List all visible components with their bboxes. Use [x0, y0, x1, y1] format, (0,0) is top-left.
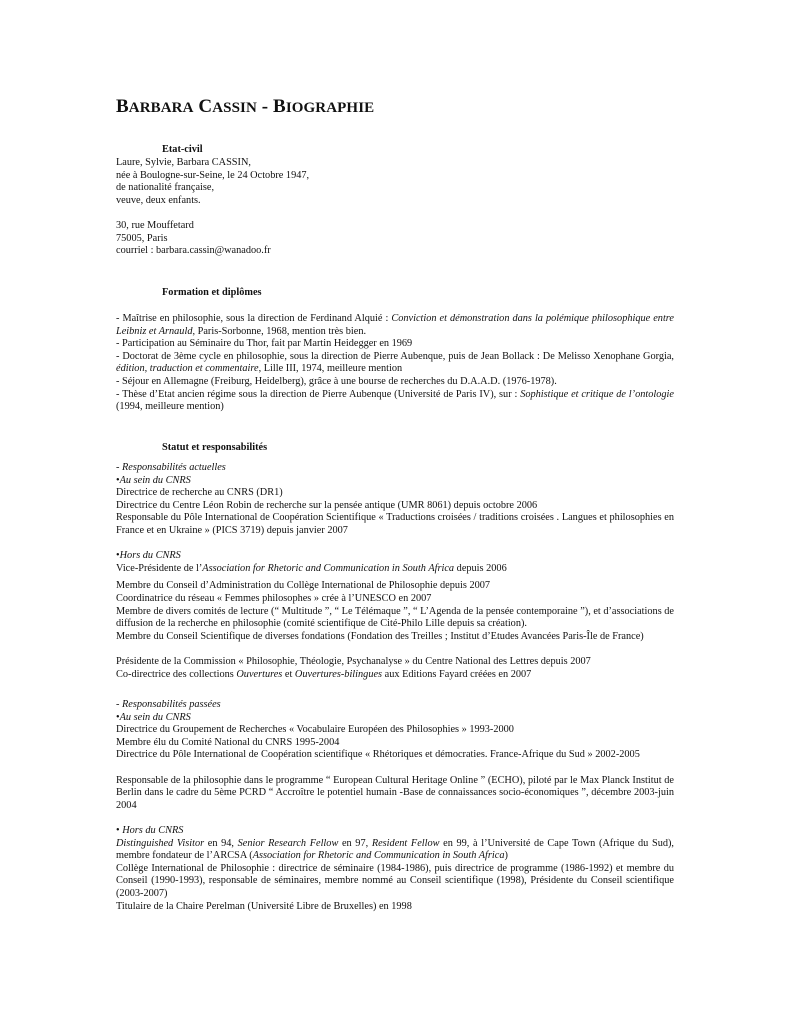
italic-run: Resident Fellow	[371, 837, 440, 849]
text-run: Co-directrice des collections	[116, 668, 237, 680]
title-run: ASSIN	[212, 100, 257, 116]
text-run: •	[116, 824, 123, 836]
text-run: Membre de divers comités de lecture (“ Multitude ”, “ Le Télémaque ”, “ L’Agenda de la pensée contemporaine ”), et d’associations de diffusion de la recherche en philosophie (comité scientifique de Cité-Philo Lille depuis sa création).	[116, 605, 674, 630]
text-run: Responsable du Pôle International de Coopération Scientifique « Traductions croisées / traditions croisées . Langues et philosophies en France et en Ukraine » (PICS 3719) depuis janvier 2007	[116, 512, 674, 536]
page-title	[116, 96, 374, 118]
text-run: , Lille III, 1974, meilleure mention	[258, 363, 403, 375]
statut-line	[116, 737, 674, 750]
section-heading-formation: Formation et diplômes	[162, 287, 262, 298]
title-run: ARBARA	[128, 100, 194, 116]
formation-item	[116, 376, 674, 389]
email-line: courriel : barbara.cassin@wanadoo.fr	[116, 245, 271, 257]
text-run: en 94,	[204, 837, 238, 849]
text-run: (1994, meilleure mention)	[116, 401, 224, 413]
formation-item	[116, 351, 674, 376]
text-run: aux Editions Fayard créées en 2007	[382, 668, 532, 680]
text-run: - Séjour en Allemagne (Freiburg, Heidelberg), grâce à une bourse de recherches du D.A.A.D. (1976-1978).	[116, 375, 557, 387]
text-run: Membre élu du Comité National du CNRS 1995-2004	[116, 736, 340, 748]
statut-line	[116, 863, 674, 901]
civil-line: Laure, Sylvie, Barbara CASSIN,	[116, 157, 251, 168]
text-run: Vice-Présidente de l’	[116, 562, 203, 574]
text-run: - Doctorat de 3ème cycle en philosophie, sous la direction de Pierre Aubenque, puis de Jean Bollack : De Melisso Xenophane Gorgia,	[116, 350, 674, 362]
statut-line	[116, 712, 674, 725]
statut-line	[116, 475, 674, 488]
statut-actuelles-block	[116, 462, 674, 681]
statut-line	[116, 838, 674, 863]
text-run: Coordinatrice du réseau « Femmes philosophes » crée à l’UNESCO en 2007	[116, 592, 432, 604]
italic-run: Hors du CNRS	[122, 824, 184, 836]
text-run: , Paris-Sorbonne, 1968, mention très bien.	[192, 325, 367, 337]
italic-run: Au sein du CNRS	[119, 474, 191, 486]
address-line: 75005, Paris	[116, 232, 168, 244]
statut-line	[116, 563, 674, 576]
statut-line	[116, 825, 674, 838]
text-run: Titulaire de la Chaire Perelman (Université Libre de Bruxelles) en 1998	[116, 900, 412, 912]
text-run: Directrice du Centre Léon Robin de recherche sur la pensée antique (UMR 8061) depuis octobre 2006	[116, 499, 538, 511]
italic-run: - Responsabilités passées	[116, 699, 221, 710]
text-run: Collège International de Philosophie : directrice de séminaire (1984-1986), puis directrice de programme (1986-1992) et membre du Conseil (1990-1993), responsable de séminaires, membre nommé au Conseil scientifique (1998), Présidente du Conseil scientifique (2003-2007)	[116, 862, 674, 899]
statut-line	[116, 500, 674, 513]
civil-line: née à Boulogne-sur-Seine, le 24 Octobre 1947,	[116, 169, 310, 181]
italic-run: Au sein du CNRS	[119, 711, 191, 723]
civil-line: de nationalité française,	[116, 182, 215, 194]
text-run: Directrice du Pôle International de Coopération scientifique « Rhétoriques et démocraties. France-Afrique du Sud » 2002-2005	[116, 749, 640, 761]
text-run: Responsable de la philosophie dans le programme “ European Cultural Heritage Online ” (ECHO), piloté par le Max Planck Institut de Berlin dans le cadre du 5ème PCRD “ Accroître le potentiel humain -Base de connaissances socio-économiques ”, décembre 2003-juin 2004	[116, 774, 674, 811]
text-run: Directrice de recherche au CNRS (DR1)	[116, 487, 283, 499]
text-run: Directrice du Groupement de Recherches « Vocabulaire Européen des Philosophies » 1993-2000	[116, 724, 514, 736]
title-run: B	[116, 96, 129, 117]
italic-run: Ouvertures-bilingues	[294, 668, 383, 680]
statut-line	[116, 550, 674, 563]
text-run: •	[116, 474, 120, 486]
statut-line	[116, 593, 674, 606]
text-run: Présidente de la Commission « Philosophie, Théologie, Psychanalyse » du Centre National des Lettres depuis 2007	[116, 655, 591, 667]
text-run: - Participation au Séminaire du Thor, fait par Martin Heidegger en 1969	[116, 338, 413, 350]
section-heading-statut: Statut et responsabilités	[162, 442, 268, 453]
statut-line	[116, 512, 674, 537]
italic-run: Sophistique et critique de l’ontologie	[520, 388, 674, 400]
statut-line	[116, 669, 674, 682]
formation-item	[116, 338, 674, 351]
title-run: - B	[256, 96, 286, 117]
text-run: - Maîtrise en philosophie, sous la direction de Ferdinand Alquié :	[116, 313, 392, 324]
italic-run: Hors du CNRS	[119, 550, 181, 562]
statut-line	[116, 606, 674, 631]
text-run: Membre du Conseil Scientifique de diverses fondations (Fondation des Treilles ; Institut d’Etudes Avancées Paris-Île de France)	[116, 630, 644, 642]
italic-run: Conviction et démonstration dans la polémique philosophique entre Leibniz et Arnauld	[116, 313, 675, 337]
text-run: Membre du Conseil d’Administration du Collège International de Philosophie depuis 2007	[116, 580, 491, 592]
text-run: )	[504, 850, 508, 862]
statut-line	[116, 462, 674, 475]
civil-line: veuve, deux enfants.	[116, 194, 201, 206]
text-run: depuis 2006	[454, 562, 507, 574]
address-line: 30, rue Mouffetard	[116, 219, 194, 231]
statut-line	[116, 775, 674, 813]
italic-run: - Responsabilités actuelles	[116, 462, 226, 473]
statut-line	[116, 656, 674, 669]
italic-run: Ouvertures	[236, 668, 283, 680]
section-heading-etat-civil: Etat-civil	[162, 144, 203, 155]
title-run: C	[193, 96, 213, 117]
formation-item	[116, 313, 674, 338]
italic-run: édition, traduction et commentaire	[116, 363, 259, 375]
italic-run: Distinguished Visitor	[116, 837, 205, 849]
statut-line	[116, 487, 674, 500]
italic-run: Association for Rhetoric and Communication in South Africa	[252, 850, 505, 862]
formation-item	[116, 389, 674, 414]
statut-line	[116, 749, 674, 762]
text-run: •	[116, 550, 120, 562]
title-run: IOGRAPHIE	[285, 100, 375, 116]
text-run: - Thèse d’Etat ancien régime sous la direction de Pierre Aubenque (Université de Paris IV), sur :	[116, 388, 521, 400]
text-run: en 97,	[338, 837, 372, 849]
statut-line	[116, 631, 674, 644]
italic-run: Senior Research Fellow	[237, 837, 339, 849]
statut-line	[116, 901, 674, 914]
statut-passees-block	[116, 699, 674, 913]
italic-run: Association for Rhetoric and Communication in South Africa	[202, 562, 455, 574]
formation-block	[116, 313, 674, 414]
text-run: et	[282, 668, 295, 680]
statut-line	[116, 580, 674, 593]
etat-civil-block	[116, 157, 674, 258]
statut-line	[116, 699, 674, 712]
statut-line	[116, 724, 674, 737]
text-run: en 99, à l’Université de Cape Town (Afrique du Sud), membre fondateur de l’ARCSA (	[116, 837, 674, 862]
text-run: •	[116, 711, 120, 723]
